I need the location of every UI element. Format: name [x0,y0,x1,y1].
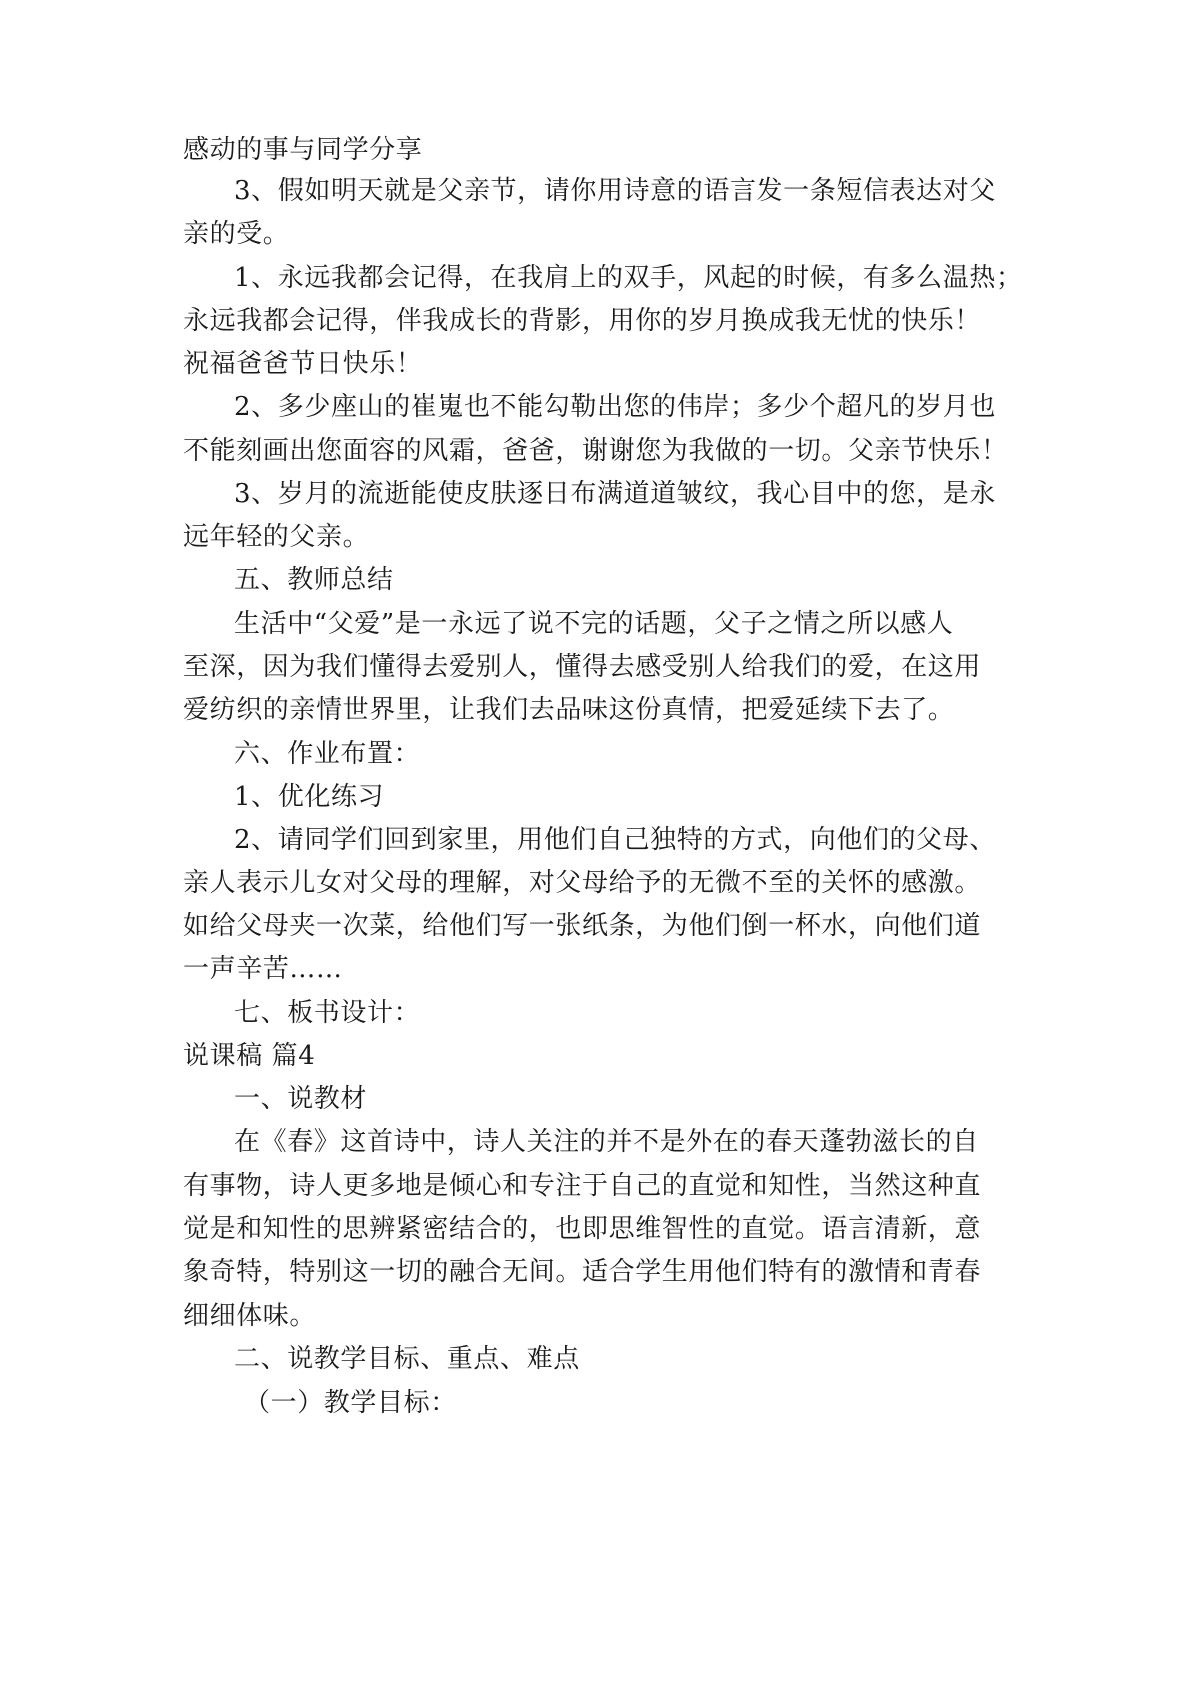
text-line: 爱纺织的亲情世界里，让我们去品味这份真情，把爱延续下去了。 [183,695,955,725]
text-line: 有事物，诗人更多地是倾心和专注于自己的直觉和知性，当然这种直 [183,1171,982,1201]
text-line: 3、假如明天就是父亲节，请你用诗意的语言发一条短信表达对父 [234,176,996,206]
section-heading: 七、板书设计： [234,998,421,1028]
text-line: 1、永远我都会记得，在我肩上的双手，风起的时候，有多么温热； [234,263,1023,293]
text-line: 感动的事与同学分享 [183,135,423,165]
text-line: 至深，因为我们懂得去爱别人，懂得去感受别人给我们的爱，在这用 [183,652,982,682]
text-line: 2、多少座山的崔嵬也不能勾勒出您的伟岸；多少个超凡的岁月也 [234,392,996,422]
section-heading: 二、说教学目标、重点、难点 [234,1344,580,1374]
text-line: 细细体味。 [183,1301,317,1331]
text-line: 2、请同学们回到家里，用他们自己独特的方式，向他们的父母、 [234,825,996,855]
section-heading: 五、教师总结 [234,565,394,595]
text-line: 在《春》这首诗中，诗人关注的并不是外在的春天蓬勃滋长的自 [234,1127,979,1157]
article-title: 说课稿 篇4 [183,1041,316,1071]
section-heading: 一、说教材 [234,1084,368,1114]
text-line: 亲的受。 [183,219,290,249]
text-line: 生活中“父爱”是一永远了说不完的话题，父子之情之所以感人 [234,609,954,639]
text-line: 一声辛苦…… [183,954,343,984]
text-line: 觉是和知性的思辨紧密结合的，也即思维智性的直觉。语言清新，意 [183,1214,982,1244]
text-line: 永远我都会记得，伴我成长的背影，用你的岁月换成我无忧的快乐！ [183,306,982,336]
text-line: 1、优化练习 [234,782,385,812]
text-line: 不能刻画出您面容的风霜，爸爸，谢谢您为我做的一切。父亲节快乐！ [183,436,1008,466]
text-line: 远年轻的父亲。 [183,522,370,552]
text-line: 亲人表示儿女对父母的理解，对父母给予的无微不至的关怀的感激。 [183,868,982,898]
text-line: 3、岁月的流逝能使皮肤逐日布满道道皱纹，我心目中的您，是永 [234,479,996,509]
text-line: 象奇特，特别这一切的融合无间。适合学生用他们特有的激情和青春 [183,1257,982,1287]
subsection-heading: （一）教学目标： [244,1388,457,1418]
text-line: 祝福爸爸节日快乐！ [183,349,423,379]
text-line: 如给父母夹一次菜，给他们写一张纸条，为他们倒一杯水，向他们道 [183,911,982,941]
section-heading: 六、作业布置： [234,739,421,769]
